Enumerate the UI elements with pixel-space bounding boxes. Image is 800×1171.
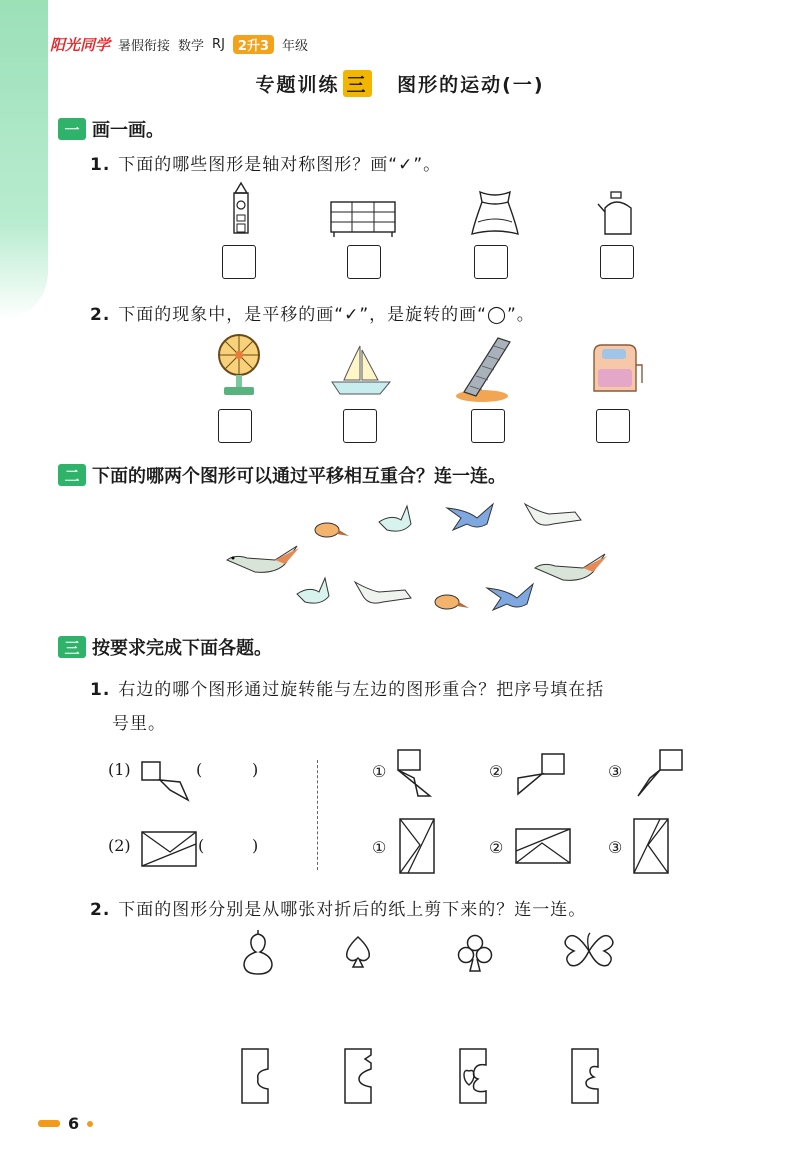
section2-heading (58, 462, 506, 488)
s1-q1-answer-box-4[interactable] (600, 245, 634, 279)
title-topic: 图形的运动(一) (397, 74, 545, 96)
s1-question-2 (90, 300, 535, 325)
row2-option1-figure[interactable] (398, 817, 436, 875)
s1-question-1 (90, 150, 441, 175)
s3-question-1 (90, 673, 604, 741)
goose-bird-icon (227, 546, 299, 572)
section2-heading-text: 下面的哪两个图形可以通过平移相互重合？连一连。 (92, 466, 506, 487)
spade-shape-icon[interactable] (343, 935, 373, 969)
s3-row1-paren-open: ( (196, 760, 203, 779)
s1-q2-number: 2. (90, 305, 111, 325)
s1-q1-text: 下面的哪些图形是轴对称图形？画“✓”。 (118, 155, 442, 175)
row2-original-figure (140, 830, 198, 870)
row1-option1-figure[interactable] (396, 748, 442, 800)
dove-bird-icon (379, 506, 411, 531)
s1-q2-text: 下面的现象中，是平移的画“✓”，是旋转的画“◯”。 (118, 305, 535, 325)
s3-q1-number: 1. (90, 680, 111, 700)
edition-name: RJ (212, 37, 225, 52)
grade-suffix: 年级 (282, 39, 309, 54)
grade-badge: 2升3 (233, 35, 274, 54)
folded-paper-3-icon[interactable] (458, 1047, 488, 1105)
s3-row1-option1-label: ① (372, 762, 387, 781)
tower-icon (225, 183, 257, 235)
brand-logo: 阳光同学 (50, 36, 111, 54)
s3-row2-paren-open: ( (198, 836, 205, 855)
s1-q1-answer-box-2[interactable] (347, 245, 381, 279)
s3-q1-text-line2: 号里。 (112, 714, 166, 734)
dove-bird-icon (297, 578, 329, 603)
title-number: 三 (343, 70, 372, 97)
row1-option2-figure[interactable] (516, 752, 566, 798)
swallow-bird-icon (447, 504, 493, 530)
s1-q2-answer-box-2[interactable] (343, 409, 377, 443)
sparrow-bird-icon (315, 523, 349, 537)
page-header (50, 34, 308, 55)
kettle-icon (597, 190, 639, 236)
subject-name: 数学 (178, 39, 205, 54)
side-green-band (0, 0, 48, 320)
s3-question-2 (90, 895, 586, 920)
series-name: 暑假衔接 (118, 39, 171, 54)
page-title (0, 70, 800, 97)
section3-heading-text: 按要求完成下面各题。 (92, 638, 272, 659)
club-shape-icon[interactable] (456, 933, 494, 973)
s3-row2-paren-close: ) (252, 836, 259, 855)
section1-heading (58, 116, 164, 142)
folded-paper-1-icon[interactable] (240, 1047, 270, 1105)
s3-row1-answer-blank[interactable] (206, 758, 250, 782)
s3-row1-option2-label: ② (489, 762, 504, 781)
s3-row2-label: (2) (108, 836, 131, 855)
section3-heading (58, 634, 272, 660)
cabinet-icon (330, 201, 396, 237)
pencil-sharpener-icon (588, 343, 644, 395)
s3-q1-text-line1: 右边的哪个图形通过旋转能与左边的图形重合？把序号填在括 (118, 680, 605, 700)
section1-tag: 一 (58, 118, 86, 140)
eagle-bird-icon (355, 582, 411, 603)
eagle-bird-icon (525, 504, 581, 525)
s1-q2-answer-box-4[interactable] (596, 409, 630, 443)
sailboat-icon (330, 346, 392, 396)
row1-option3-figure[interactable] (636, 748, 684, 800)
row1-original-figure (140, 760, 190, 802)
s3-row2-option1-label: ① (372, 838, 387, 857)
goose-bird-icon (535, 554, 607, 580)
s3-row1-paren-close: ) (252, 760, 259, 779)
s1-q1-answer-box-3[interactable] (474, 245, 508, 279)
escalator-icon (456, 334, 516, 402)
title-prefix: 专题训练 (255, 74, 340, 96)
s1-q2-answer-box-1[interactable] (218, 409, 252, 443)
swallow-bird-icon (487, 584, 533, 610)
birds-illustration (225, 496, 615, 620)
folded-paper-4-icon[interactable] (570, 1047, 600, 1105)
section2-tag: 二 (58, 464, 86, 486)
folded-paper-2-icon[interactable] (343, 1047, 373, 1105)
s3-q2-text: 下面的图形分别是从哪张对折后的纸上剪下来的？连一连。 (118, 900, 587, 920)
row2-option3-figure[interactable] (632, 817, 670, 875)
s3-row2-option3-label: ③ (608, 838, 623, 857)
s3-row1-option3-label: ③ (608, 762, 623, 781)
sparrow-bird-icon (435, 595, 469, 609)
s1-q2-answer-box-3[interactable] (471, 409, 505, 443)
s1-q1-number: 1. (90, 155, 111, 175)
fan-icon (214, 333, 264, 397)
s3-row2-answer-blank[interactable] (208, 834, 250, 858)
s1-q1-answer-box-1[interactable] (222, 245, 256, 279)
dress-icon (470, 188, 520, 236)
section3-tag: 三 (58, 636, 86, 658)
s3-q2-number: 2. (90, 900, 111, 920)
page-number-text: 6 (68, 1114, 80, 1133)
page-number-bar (38, 1120, 60, 1127)
s3-row1-label: (1) (108, 760, 131, 779)
row2-option2-figure[interactable] (514, 827, 572, 867)
s3-row2-option2-label: ② (489, 838, 504, 857)
page-number-dot (87, 1121, 93, 1127)
gourd-shape-icon[interactable] (240, 928, 276, 976)
page-number (38, 1114, 93, 1133)
clover-shape-icon[interactable] (560, 929, 618, 969)
section1-heading-text: 画一画。 (92, 120, 164, 141)
dashed-divider (317, 760, 318, 870)
